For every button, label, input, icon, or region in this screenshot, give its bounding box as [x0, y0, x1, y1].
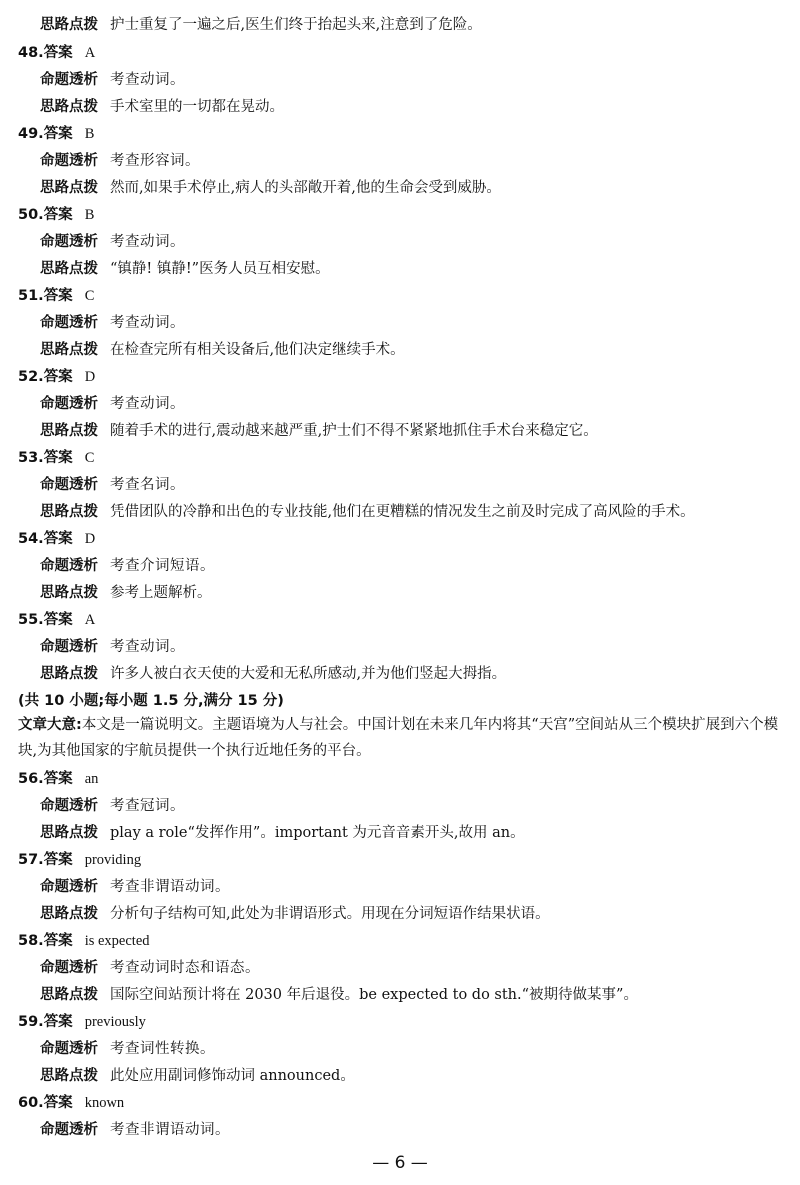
question-number: 51. — [18, 288, 44, 304]
row-text: 手术室里的一切都在晃动。 — [110, 99, 284, 115]
analysis-label: 命题透析 — [40, 1122, 98, 1138]
answer-row — [18, 928, 782, 954]
answer-row — [18, 283, 782, 309]
question-number: 52. — [18, 369, 44, 385]
row-text: 考查词性转换。 — [110, 1041, 215, 1057]
analysis-row — [40, 148, 782, 174]
answer-value: providing — [84, 852, 142, 868]
answer-row — [18, 847, 782, 873]
tips-label: 思路点拨 — [40, 1068, 98, 1084]
answer-row — [18, 364, 782, 390]
tips-label: 思路点拨 — [40, 987, 98, 1003]
row-text: 然而,如果手术停止,病人的头部敞开着,他的生命会受到威胁。 — [110, 180, 501, 196]
analysis-row — [40, 793, 782, 819]
analysis-label: 命题透析 — [40, 639, 98, 655]
row-text: 此处应用副词修饰动词 announced。 — [110, 1068, 355, 1084]
analysis-row — [40, 634, 782, 660]
row-text: 在检查完所有相关设备后,他们决定继续手术。 — [110, 342, 405, 358]
row-text: 考查动词。 — [110, 234, 185, 250]
answer-label: 答案 — [43, 933, 73, 949]
row-text: 分析句子结构可知,此处为非谓语形式。用现在分词短语作结果状语。 — [110, 906, 550, 922]
answer-value: C — [84, 288, 95, 304]
analysis-row — [40, 1117, 782, 1143]
analysis-label: 命题透析 — [40, 1041, 98, 1057]
row-text: 随着手术的进行,震动越来越严重,护士们不得不紧紧地抓住手术台来稳定它。 — [110, 423, 598, 439]
analysis-label: 命题透析 — [40, 396, 98, 412]
analysis-row — [40, 955, 782, 981]
tips-label: 思路点拨 — [40, 585, 98, 601]
analysis-row — [40, 874, 782, 900]
row-text: play a role“发挥作用”。important 为元音音素开头,故用 an。 — [110, 825, 525, 841]
section-heading — [18, 688, 782, 714]
question-number: 50. — [18, 207, 44, 223]
tips-label: 思路点拨 — [40, 342, 98, 358]
tips-label: 思路点拨 — [40, 666, 98, 682]
question-number: 55. — [18, 612, 44, 628]
tips-row — [40, 820, 782, 846]
row-text: 护士重复了一遍之后,医生们终于抬起头来,注意到了危险。 — [110, 17, 482, 33]
tips-label: 思路点拨 — [40, 180, 98, 196]
answer-value: A — [84, 45, 96, 61]
analysis-label: 命题透析 — [40, 558, 98, 574]
answer-label: 答案 — [43, 45, 73, 61]
analysis-row — [40, 310, 782, 336]
answer-label: 答案 — [43, 207, 73, 223]
answer-value: previously — [84, 1014, 146, 1030]
analysis-label: 命题透析 — [40, 960, 98, 976]
tips-row — [40, 94, 782, 120]
tips-label: 思路点拨 — [40, 423, 98, 439]
analysis-label: 命题透析 — [40, 879, 98, 895]
row-text: 考查名词。 — [110, 477, 185, 493]
answer-value: D — [84, 369, 96, 385]
tips-row — [40, 901, 782, 927]
question-number: 48. — [18, 45, 44, 61]
row-text: 考查形容词。 — [110, 153, 200, 169]
question-number: 56. — [18, 771, 44, 787]
row-text: 考查动词。 — [110, 315, 185, 331]
analysis-row — [40, 229, 782, 255]
analysis-row — [40, 553, 782, 579]
tips-row — [40, 982, 782, 1008]
answer-label: 答案 — [43, 852, 73, 868]
tips-row — [40, 175, 782, 201]
row-text: 考查介词短语。 — [110, 558, 215, 574]
row-text: 考查动词。 — [110, 396, 185, 412]
question-number: 53. — [18, 450, 44, 466]
tips-label: 思路点拨 — [40, 261, 98, 277]
answer-row — [18, 1090, 782, 1116]
question-number: 59. — [18, 1014, 44, 1030]
tips-row — [40, 418, 782, 444]
question-number: 54. — [18, 531, 44, 547]
tips-row — [40, 12, 782, 38]
tips-row — [40, 499, 782, 525]
row-text: 许多人被白衣天使的大爱和无私所感动,并为他们竖起大拇指。 — [110, 666, 507, 682]
tips-row — [40, 661, 782, 687]
answer-row — [18, 40, 782, 66]
row-text: 考查动词。 — [110, 72, 185, 88]
answer-label: 答案 — [43, 1095, 73, 1111]
tips-row — [40, 1063, 782, 1089]
summary-text: 本文是一篇说明文。主题语境为人与社会。中国计划在未来几年内将其“天宫”空间站从三个模块扩展到六个模块,为其他国家的宇航员提供一个执行近地任务的平台。 — [18, 717, 779, 759]
answer-label: 答案 — [43, 1014, 73, 1030]
tips-label: 思路点拨 — [40, 825, 98, 841]
analysis-row — [40, 1036, 782, 1062]
answer-value: known — [84, 1095, 125, 1111]
answer-label: 答案 — [43, 612, 73, 628]
answer-row — [18, 202, 782, 228]
answer-label: 答案 — [43, 450, 73, 466]
analysis-label: 命题透析 — [40, 315, 98, 331]
summary-label: 文章大意: — [18, 717, 82, 733]
answer-label: 答案 — [43, 771, 73, 787]
answer-row — [18, 766, 782, 792]
tips-label: 思路点拨 — [40, 17, 98, 33]
analysis-row — [40, 472, 782, 498]
analysis-row — [40, 391, 782, 417]
tips-label: 思路点拨 — [40, 99, 98, 115]
answer-value: B — [84, 207, 95, 223]
row-text: 考查非谓语动词。 — [110, 1122, 230, 1138]
row-text: 参考上题解析。 — [110, 585, 212, 601]
tips-label: 思路点拨 — [40, 504, 98, 520]
answer-row — [18, 1009, 782, 1035]
answer-label: 答案 — [43, 369, 73, 385]
answer-label: 答案 — [43, 288, 73, 304]
question-number: 49. — [18, 126, 44, 142]
question-number: 60. — [18, 1095, 44, 1111]
section-heading-text: (共 10 小题;每小题 1.5 分,满分 15 分) — [18, 693, 284, 709]
answer-row — [18, 445, 782, 471]
row-text: 凭借团队的冷静和出色的专业技能,他们在更糟糕的情况发生之前及时完成了高风险的手术。 — [110, 504, 695, 520]
row-text: 考查动词时态和语态。 — [110, 960, 260, 976]
page-number: — 6 — — [372, 1153, 428, 1173]
answer-label: 答案 — [43, 126, 73, 142]
analysis-label: 命题透析 — [40, 234, 98, 250]
answer-row — [18, 121, 782, 147]
answer-value: D — [84, 531, 96, 547]
analysis-label: 命题透析 — [40, 72, 98, 88]
answer-label: 答案 — [43, 531, 73, 547]
answer-value: B — [84, 126, 95, 142]
tips-label: 思路点拨 — [40, 906, 98, 922]
row-text: 考查动词。 — [110, 639, 185, 655]
analysis-row — [40, 67, 782, 93]
row-text: 国际空间站预计将在 2030 年后退役。be expected to do sth.“被期待做某事”。 — [110, 987, 638, 1003]
analysis-label: 命题透析 — [40, 153, 98, 169]
answer-value: is expected — [84, 933, 150, 949]
tips-row — [40, 580, 782, 606]
answer-value: an — [84, 771, 99, 787]
answer-row — [18, 607, 782, 633]
row-text: 考查冠词。 — [110, 798, 185, 814]
question-number: 57. — [18, 852, 44, 868]
analysis-label: 命题透析 — [40, 477, 98, 493]
answer-row — [18, 526, 782, 552]
row-text: “镇静! 镇静!”医务人员互相安慰。 — [110, 261, 330, 277]
analysis-label: 命题透析 — [40, 798, 98, 814]
tips-row — [40, 337, 782, 363]
article-summary — [18, 712, 782, 764]
answer-value: A — [84, 612, 96, 628]
question-number: 58. — [18, 933, 44, 949]
tips-row — [40, 256, 782, 282]
row-text: 考查非谓语动词。 — [110, 879, 230, 895]
answer-value: C — [84, 450, 95, 466]
